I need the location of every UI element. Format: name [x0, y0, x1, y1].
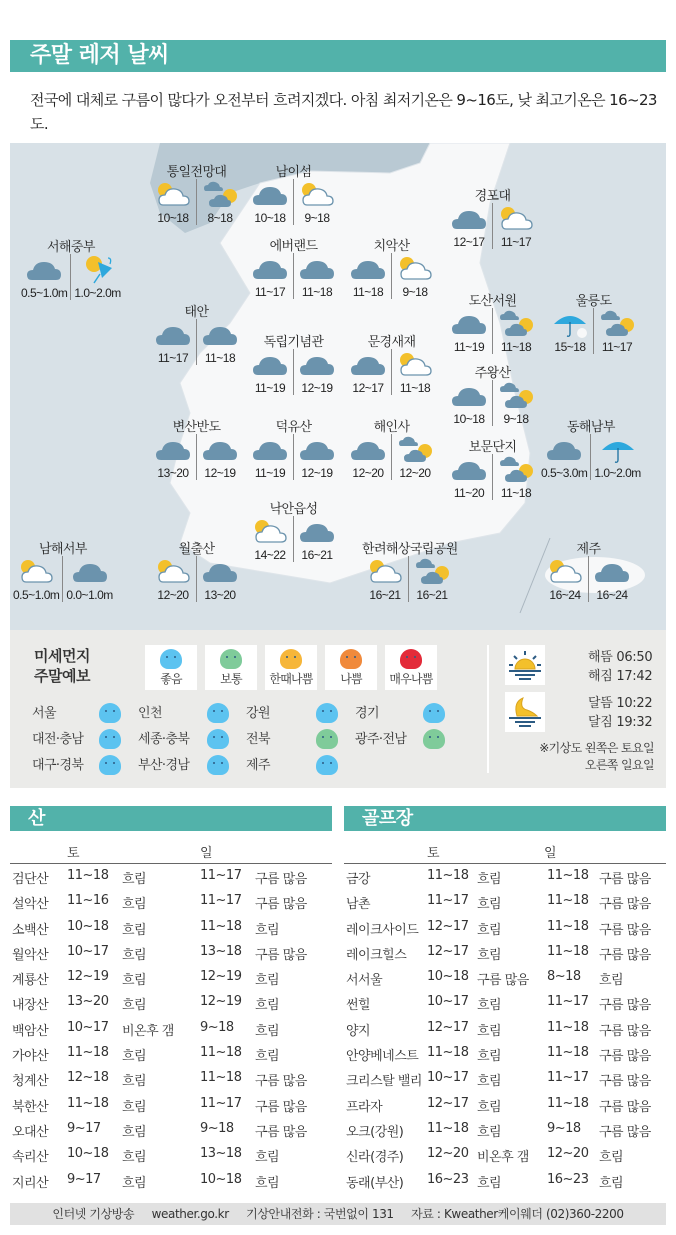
map-location: 문경새재 12~17 11~18	[345, 331, 438, 395]
cell-name: 남촌	[346, 897, 371, 913]
sun-cloud-icon	[395, 253, 435, 283]
table-row	[10, 889, 332, 914]
cloud-icon	[24, 254, 64, 284]
cell-sun-wx: 구름 많음	[255, 872, 307, 887]
sun-cloud-icon	[16, 556, 56, 586]
map-location: 변산반도 13~20 12~19	[150, 416, 243, 480]
cell-name: 계룡산	[12, 973, 49, 989]
cell-sat-wx: 비온후 갬	[122, 1023, 174, 1039]
fine-dust-title: 미세먼지 주말예보	[34, 647, 90, 685]
cell-sat-wx: 흐림	[477, 1023, 502, 1039]
cell-name: 소백산	[12, 922, 49, 938]
neutral-face-icon	[423, 729, 445, 749]
cell-sun-temp: 12~19	[200, 969, 242, 985]
region-name: 경기	[355, 706, 379, 721]
table-row	[344, 915, 666, 940]
cell-name: 서서울	[346, 973, 383, 989]
cell-name: 검단산	[12, 872, 49, 887]
table-row	[344, 1142, 666, 1167]
cell-sun-wx: 흐림	[255, 922, 280, 938]
region-name: 세종·충북	[138, 732, 190, 747]
table-row	[344, 1117, 666, 1142]
cell-sun-wx: 구름 많음	[599, 1124, 651, 1140]
cell-sat-wx: 흐림	[477, 1175, 502, 1191]
cell-sun-temp: 11~17	[547, 1070, 589, 1086]
cell-sun-temp: 16~23	[547, 1171, 589, 1187]
cell-name: 금강	[346, 872, 371, 887]
cloud-icon	[200, 319, 240, 349]
cell-sun-wx: 흐림	[255, 1175, 280, 1191]
table-row	[344, 889, 666, 914]
cell-sun-wx: 구름 많음	[255, 1124, 307, 1140]
cell-sat-wx: 흐림	[122, 1150, 147, 1166]
cloud-icon	[200, 556, 240, 586]
map-location: 경포대 12~17 11~17	[446, 185, 539, 249]
cloud-icon	[250, 253, 290, 283]
cell-sat-temp: 10~18	[427, 969, 469, 985]
map-location: 주왕산 10~18 9~18	[446, 362, 539, 426]
golf-table	[344, 838, 666, 1193]
cell-sat-wx: 흐림	[122, 973, 147, 989]
cell-name: 안양베네스트	[346, 1049, 419, 1065]
cloud-icon	[348, 253, 388, 283]
cell-name: 프라자	[346, 1099, 383, 1115]
table-row	[344, 1168, 666, 1193]
region-name: 서울	[32, 706, 56, 721]
cell-sat-wx: 흐림	[122, 1049, 147, 1065]
cell-name: 신라(경주)	[346, 1150, 404, 1166]
cell-sat-wx: 흐림	[122, 872, 147, 887]
region-name: 대구·경북	[32, 758, 84, 773]
footer	[10, 1203, 666, 1225]
map-location: 통일전망대 10~18 8~18	[150, 161, 243, 225]
cell-sat-wx: 흐림	[122, 1175, 147, 1191]
cell-sun-wx: 구름 많음	[255, 947, 307, 963]
footer-url-link[interactable]: weather.go.kr	[151, 1207, 229, 1221]
cell-sun-temp: 11~18	[547, 1095, 589, 1111]
neutral-face-icon	[316, 729, 338, 749]
cloud-icon	[200, 434, 240, 464]
fine-dust-panel	[10, 630, 666, 788]
smiley-face-icon	[99, 755, 121, 775]
cell-sat-temp: 12~17	[427, 943, 469, 959]
cell-sat-temp: 10~18	[67, 918, 109, 934]
cell-sat-wx: 흐림	[122, 1099, 147, 1115]
weather-map	[10, 143, 666, 630]
cell-sat-temp: 11~18	[427, 1045, 469, 1061]
page-title: 주말 레저 날씨	[10, 40, 666, 72]
cell-sat-wx: 흐림	[477, 922, 502, 938]
cell-sun-temp: 11~18	[547, 868, 589, 883]
table-row	[10, 1066, 332, 1091]
sun-umbrella-icon	[78, 254, 118, 284]
cloud-icon	[250, 179, 290, 209]
cell-sat-temp: 12~19	[67, 969, 109, 985]
sun-cloud-icon	[250, 516, 290, 546]
cell-sat-wx: 흐림	[477, 1049, 502, 1065]
cell-sun-wx: 구름 많음	[599, 897, 651, 913]
cloud-icon	[449, 454, 489, 484]
smiley-face-icon	[99, 703, 121, 723]
cell-sat-temp: 11~16	[67, 893, 109, 909]
cell-name: 청계산	[12, 1074, 49, 1090]
sunrise-icon	[505, 645, 545, 685]
cell-sun-temp: 11~18	[200, 1045, 242, 1061]
legend-good: 좋음	[145, 645, 197, 690]
cell-sat-temp: 10~17	[67, 943, 109, 959]
sun-cloud-icon	[153, 556, 193, 586]
cell-sun-wx: 구름 많음	[599, 998, 651, 1014]
smiley-face-icon	[99, 729, 121, 749]
cell-sun-temp: 11~17	[547, 994, 589, 1010]
cell-sat-wx: 구름 많음	[477, 973, 529, 989]
footer-broadcast: 인터넷 기상방송	[52, 1207, 135, 1221]
table-row	[344, 940, 666, 965]
map-location: 독립기념관 11~19 12~19	[247, 331, 340, 395]
moon-times: 달뜸 10:22 달짐 19:32	[588, 696, 653, 730]
cloud-icon	[449, 308, 489, 338]
cell-name: 양지	[346, 1023, 371, 1039]
cell-name: 썬힐	[346, 998, 371, 1014]
cell-name: 월악산	[12, 947, 49, 963]
cell-sat-wx: 흐림	[477, 1074, 502, 1090]
cell-sun-wx: 구름 많음	[255, 897, 307, 913]
sun-cloud-icon	[395, 349, 435, 379]
cell-sun-wx: 흐림	[255, 973, 280, 989]
legend-very-bad: 매우나쁨	[385, 645, 437, 690]
cell-sun-temp: 12~19	[200, 994, 242, 1010]
cell-sat-temp: 9~17	[67, 1120, 101, 1136]
cell-sun-temp: 8~18	[547, 969, 581, 985]
cell-sat-temp: 12~20	[427, 1146, 469, 1162]
divider	[487, 645, 489, 773]
cell-sat-temp: 12~17	[427, 1019, 469, 1035]
sun-cloud-icon	[496, 203, 536, 233]
cloud-icon	[70, 556, 110, 586]
cell-name: 크리스탈 밸리	[346, 1074, 422, 1090]
region-name: 전북	[246, 732, 270, 747]
cell-sat-temp: 12~17	[427, 918, 469, 934]
table-row	[10, 965, 332, 990]
cell-sun-wx: 구름 많음	[599, 1074, 651, 1090]
sun-times: 해뜸 06:50 해짐 17:42	[588, 650, 653, 684]
cloud-icon	[348, 349, 388, 379]
cell-sat-temp: 10~17	[67, 1019, 109, 1035]
cell-sat-wx: 흐림	[477, 872, 502, 887]
footer-phone: 기상안내전화 : 국번없이 131	[246, 1207, 394, 1221]
cell-sun-wx: 흐림	[599, 1175, 624, 1191]
table-row	[344, 864, 666, 889]
cell-name: 오크(강원)	[346, 1124, 404, 1140]
sun-cloud-icon	[545, 556, 585, 586]
cloud-icon	[153, 319, 193, 349]
smiley-face-icon	[207, 755, 229, 775]
map-location: 해인사 12~20 12~20	[345, 416, 438, 480]
map-location: 남해서부 0.5~1.0m 0.0~1.0m	[10, 538, 116, 602]
sad-face-icon	[340, 649, 362, 669]
cloud-icon	[449, 203, 489, 233]
smiley-face-icon	[207, 729, 229, 749]
cell-sat-wx: 흐림	[122, 998, 147, 1014]
table-row	[10, 1016, 332, 1041]
cell-sat-wx: 흐림	[477, 947, 502, 963]
region-name: 부산·경남	[138, 758, 190, 773]
cloud-icon	[297, 349, 337, 379]
cell-name: 동래(부산)	[346, 1175, 404, 1191]
smiley-face-icon	[207, 703, 229, 723]
umbrella-icon	[550, 308, 590, 338]
cell-sat-temp: 11~18	[427, 1120, 469, 1136]
cell-sat-wx: 비온후 갬	[477, 1150, 529, 1166]
map-location: 에버랜드 11~17 11~18	[247, 235, 340, 299]
cell-sun-wx: 구름 많음	[599, 1049, 651, 1065]
moonrise-icon	[505, 692, 545, 732]
cell-sun-wx: 흐림	[255, 1049, 280, 1065]
cell-name: 지리산	[12, 1175, 49, 1191]
cell-sun-temp: 10~18	[200, 1171, 242, 1187]
cell-sun-wx: 흐림	[255, 1023, 280, 1039]
cell-sun-wx: 구름 많음	[599, 872, 651, 887]
map-location: 덕유산 11~19 12~19	[247, 416, 340, 480]
cell-sun-temp: 11~18	[547, 1019, 589, 1035]
weather-summary: 전국에 대체로 구름이 많다가 오전부터 흐려지겠다. 아침 최저기온은 9~16도, 낮 최고기온은 16~23도.	[30, 91, 657, 133]
table-row	[10, 915, 332, 940]
mountain-table	[10, 838, 332, 1193]
cell-sat-temp: 13~20	[67, 994, 109, 1010]
table-row	[10, 1117, 332, 1142]
cell-sun-temp: 11~18	[547, 1045, 589, 1061]
cloud-icon	[250, 349, 290, 379]
cell-name: 오대산	[12, 1124, 49, 1140]
table-row	[10, 940, 332, 965]
cell-sat-temp: 11~18	[427, 868, 469, 883]
table-header: 토 일	[344, 838, 666, 864]
region-name: 광주·전남	[355, 732, 407, 747]
region-name: 인천	[138, 706, 162, 721]
cell-sun-temp: 11~17	[200, 868, 242, 883]
cell-sat-temp: 9~17	[67, 1171, 101, 1187]
cell-sat-wx: 흐림	[477, 998, 502, 1014]
cell-sat-temp: 11~18	[67, 1095, 109, 1111]
cell-sun-temp: 11~18	[547, 918, 589, 934]
golf-section-title: 골프장	[344, 806, 666, 831]
cell-sun-temp: 13~18	[200, 1146, 242, 1162]
table-row	[10, 1142, 332, 1167]
map-location: 제주 16~24 16~24	[542, 538, 635, 602]
cell-sun-wx: 흐림	[599, 1150, 624, 1166]
neutral-face-icon	[280, 649, 302, 669]
table-row	[10, 1092, 332, 1117]
cell-sun-temp: 11~18	[200, 918, 242, 934]
partly-cloudy-icon	[200, 179, 240, 209]
table-row	[344, 1016, 666, 1041]
cell-sun-wx: 구름 많음	[599, 922, 651, 938]
mountain-section-title: 산	[10, 806, 332, 831]
cell-sun-temp: 11~17	[200, 893, 242, 909]
cell-sat-temp: 12~18	[67, 1070, 109, 1086]
cell-sun-temp: 9~18	[200, 1019, 234, 1035]
cell-sat-temp: 10~17	[427, 1070, 469, 1086]
map-location: 치악산 11~18 9~18	[345, 235, 438, 299]
map-location: 태안 11~17 11~18	[150, 301, 243, 365]
table-row	[10, 864, 332, 889]
cell-sat-temp: 10~18	[67, 1146, 109, 1162]
cell-name: 북한산	[12, 1099, 49, 1115]
sun-cloud-icon	[297, 179, 337, 209]
partly-cloudy-icon	[412, 556, 452, 586]
cell-name: 내장산	[12, 998, 49, 1014]
cell-sun-temp: 11~18	[547, 893, 589, 909]
map-location: 한려해상국립공원 16~21 16~21	[362, 542, 458, 602]
cell-sun-wx: 구름 많음	[599, 1023, 651, 1039]
map-location: 낙안읍성 14~22 16~21	[247, 498, 340, 562]
cloud-icon	[544, 434, 584, 464]
cell-sun-wx: 구름 많음	[599, 947, 651, 963]
cell-sat-wx: 흐림	[122, 947, 147, 963]
cell-sat-temp: 16~23	[427, 1171, 469, 1187]
table-row	[344, 990, 666, 1015]
smiley-face-icon	[316, 703, 338, 723]
cell-name: 속리산	[12, 1150, 49, 1166]
table-row	[10, 990, 332, 1015]
neutral-face-icon	[220, 649, 242, 669]
table-header: 토 일	[10, 838, 332, 864]
sun-cloud-icon	[365, 556, 405, 586]
cell-sat-wx: 흐림	[122, 1124, 147, 1140]
cell-sun-wx: 구름 많음	[255, 1099, 307, 1115]
cell-sat-temp: 11~18	[67, 868, 109, 883]
legend-normal: 보통	[205, 645, 257, 690]
table-row	[344, 1066, 666, 1091]
cell-sun-temp: 12~20	[547, 1146, 589, 1162]
cell-sun-temp: 11~18	[200, 1070, 242, 1086]
cell-sun-wx: 구름 많음	[599, 1099, 651, 1115]
partly-cloudy-icon	[496, 380, 536, 410]
map-location: 동해남부 0.5~3.0m 1.0~2.0m	[538, 416, 644, 480]
table-row	[344, 1041, 666, 1066]
cell-sun-temp: 11~18	[547, 943, 589, 959]
cell-sat-temp: 11~18	[67, 1045, 109, 1061]
cell-sun-temp: 9~18	[547, 1120, 581, 1136]
angry-face-icon	[400, 649, 422, 669]
smiley-face-icon	[423, 703, 445, 723]
cell-sun-wx: 구름 많음	[255, 1074, 307, 1090]
cloud-icon	[250, 434, 290, 464]
table-row	[10, 1041, 332, 1066]
umbrella-icon	[598, 434, 638, 464]
map-location: 남이섬 10~18 9~18	[247, 161, 340, 225]
cell-sat-wx: 흐림	[477, 1099, 502, 1115]
map-note: ※기상도 왼쪽은 토요일 오른쪽 일요일	[539, 741, 654, 772]
cell-sun-temp: 9~18	[200, 1120, 234, 1136]
table-row	[344, 965, 666, 990]
cloud-icon	[153, 434, 193, 464]
cloud-icon	[297, 253, 337, 283]
map-location: 서해중부 0.5~1.0m 1.0~2.0m	[18, 236, 124, 300]
cell-sun-wx: 흐림	[255, 1150, 280, 1166]
cell-sat-temp: 11~17	[427, 893, 469, 909]
sun-cloud-icon	[153, 179, 193, 209]
footer-source: 자료 : Kweather케이웨더 (02)360-2200	[411, 1207, 624, 1221]
region-name: 대전·충남	[32, 732, 84, 747]
cell-sun-wx: 흐림	[599, 973, 624, 989]
map-location: 보문단지 11~20 11~18	[446, 436, 539, 500]
cell-sat-temp: 12~17	[427, 1095, 469, 1111]
cell-name: 설악산	[12, 897, 49, 913]
cell-name: 레이크사이드	[346, 922, 419, 938]
cell-sat-wx: 흐림	[122, 1074, 147, 1090]
cell-sun-wx: 흐림	[255, 998, 280, 1014]
cloud-icon	[348, 434, 388, 464]
cell-sat-wx: 흐림	[122, 897, 147, 913]
map-location: 울릉도 15~18 11~17	[547, 290, 640, 354]
cloud-icon	[592, 556, 632, 586]
partly-cloudy-icon	[496, 454, 536, 484]
region-name: 제주	[246, 758, 270, 773]
table-row	[10, 1168, 332, 1193]
cell-name: 가야산	[12, 1049, 49, 1065]
map-location: 도산서원 11~19 11~18	[446, 290, 539, 354]
cloud-icon	[297, 516, 337, 546]
partly-cloudy-icon	[496, 308, 536, 338]
cell-sun-temp: 11~17	[200, 1095, 242, 1111]
smiley-face-icon	[316, 755, 338, 775]
partly-cloudy-icon	[597, 308, 637, 338]
region-name: 강원	[246, 706, 270, 721]
cell-sat-wx: 흐림	[477, 1124, 502, 1140]
cloud-icon	[449, 380, 489, 410]
table-row	[344, 1092, 666, 1117]
cloud-icon	[297, 434, 337, 464]
cell-sun-temp: 13~18	[200, 943, 242, 959]
cell-sat-wx: 흐림	[477, 897, 502, 913]
map-location: 월출산 12~20 13~20	[150, 538, 243, 602]
cell-sat-wx: 흐림	[122, 922, 147, 938]
cell-sat-temp: 10~17	[427, 994, 469, 1010]
smiley-face-icon	[160, 649, 182, 669]
cell-name: 백암산	[12, 1023, 49, 1039]
partly-cloudy-icon	[395, 434, 435, 464]
legend-bad: 나쁨	[325, 645, 377, 690]
cell-name: 레이크힐스	[346, 947, 407, 963]
legend-temporarily-bad: 한때나쁨	[265, 645, 317, 690]
